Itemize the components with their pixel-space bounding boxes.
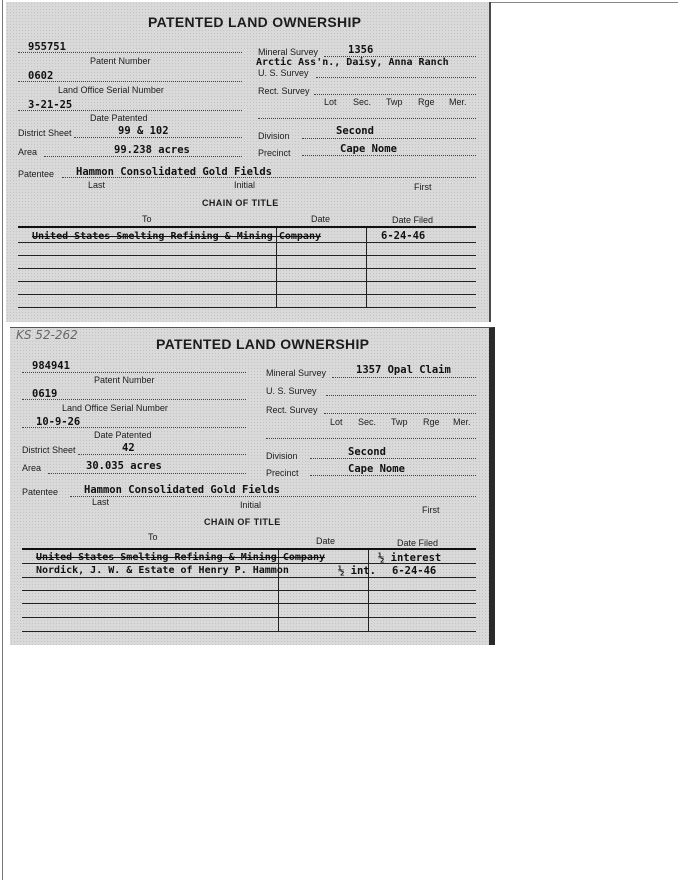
patentee-value: Hammon Consolidated Gold Fields	[76, 166, 272, 178]
patentee-label: Patentee	[18, 169, 55, 179]
chain-of-title-heading: CHAIN OF TITLE	[202, 198, 279, 208]
precinct-value: Cape Nome	[340, 143, 397, 155]
lot-label: Lot	[324, 97, 337, 107]
mineral-survey-value: 1356	[348, 44, 374, 56]
us-survey-label: U. S. Survey	[258, 68, 309, 78]
table-row-rule	[22, 603, 476, 604]
initial-label: Initial	[234, 180, 256, 190]
twp-label: Twp	[391, 417, 408, 427]
chain-row-to: United States Smelting Refining & Mining Company	[32, 231, 321, 242]
field-line	[310, 475, 476, 476]
mineral-survey-label: Mineral Survey	[258, 47, 319, 57]
chain-row-date: ½ int.	[338, 565, 376, 577]
serial-number-value: 0602	[28, 70, 54, 82]
field-line	[258, 118, 476, 119]
district-sheet-value: 99 & 102	[118, 125, 169, 137]
field-line	[18, 81, 242, 82]
field-line	[310, 458, 476, 459]
district-sheet-label: District Sheet	[18, 128, 72, 138]
field-line	[22, 372, 246, 373]
chain-of-title-heading: CHAIN OF TITLE	[204, 517, 281, 527]
table-row-rule	[18, 294, 476, 295]
twp-label: Twp	[386, 97, 403, 107]
division-label: Division	[258, 131, 290, 141]
district-sheet-label: District Sheet	[22, 445, 76, 455]
precinct-label: Precinct	[258, 148, 291, 158]
record-card-1	[6, 2, 491, 322]
date-column-header: Date	[311, 214, 331, 224]
table-row-rule	[22, 590, 476, 591]
serial-number-label: Land Office Serial Number	[58, 85, 164, 95]
rge-label: Rge	[423, 417, 440, 427]
table-row-rule	[18, 242, 476, 243]
lot-label: Lot	[330, 417, 343, 427]
date-filed-column-header: Date Filed	[392, 215, 434, 225]
date-patented-label: Date Patented	[90, 113, 148, 123]
chain-row-date-filed: ½ interest	[378, 552, 442, 564]
division-label: Division	[266, 451, 298, 461]
field-line	[326, 395, 476, 396]
to-column-header: To	[148, 532, 158, 542]
mer-label: Mer.	[453, 417, 471, 427]
field-line	[22, 399, 246, 400]
field-line	[316, 77, 476, 78]
us-survey-value: Arctic Ass'n., Daisy, Anna Ranch	[256, 57, 449, 68]
area-value: 30.035 acres	[86, 460, 162, 472]
chain-row-to: Nordick, J. W. & Estate of Henry P. Hammon	[36, 565, 289, 576]
patentee-value: Hammon Consolidated Gold Fields	[84, 484, 280, 496]
field-line	[18, 110, 242, 111]
field-line	[74, 137, 242, 138]
table-row-rule	[22, 563, 476, 564]
field-line	[18, 52, 242, 53]
field-line	[48, 473, 246, 474]
patentee-label: Patentee	[22, 487, 59, 497]
field-line	[302, 138, 476, 139]
serial-number-label: Land Office Serial Number	[62, 403, 168, 413]
table-top-rule	[22, 548, 476, 550]
area-label: Area	[22, 463, 42, 473]
sec-label: Sec.	[358, 417, 377, 427]
field-line	[332, 377, 476, 378]
date-patented-label: Date Patented	[94, 430, 152, 440]
scan-edge-top	[486, 2, 678, 3]
date-filed-column-header: Date Filed	[397, 538, 439, 548]
table-row-rule	[18, 307, 476, 308]
chain-row-date-filed: 6-24-46	[381, 230, 426, 242]
field-line	[314, 94, 476, 95]
initial-label: Initial	[240, 500, 262, 510]
patent-number-label: Patent Number	[90, 56, 151, 66]
patent-number-label: Patent Number	[94, 375, 155, 385]
field-line	[78, 454, 246, 455]
mer-label: Mer.	[449, 97, 467, 107]
date-patented-value: 3-21-25	[28, 99, 73, 111]
division-value: Second	[336, 125, 374, 137]
field-line	[266, 438, 476, 439]
serial-number-value: 0619	[32, 388, 58, 400]
patent-number-value: 955751	[28, 41, 66, 53]
table-row-rule	[22, 631, 476, 632]
field-line	[62, 177, 476, 178]
rect-survey-label: Rect. Survey	[266, 405, 318, 415]
division-value: Second	[348, 446, 386, 458]
table-row-rule	[18, 281, 476, 282]
field-line	[70, 496, 476, 497]
table-row-rule	[18, 268, 476, 269]
field-line	[44, 156, 242, 157]
last-label: Last	[92, 497, 110, 507]
first-label: First	[422, 505, 440, 515]
date-column-header: Date	[316, 536, 336, 546]
mineral-survey-value: 1357 Opal Claim	[356, 364, 451, 376]
scan-edge-left	[2, 0, 3, 880]
mineral-survey-label: Mineral Survey	[266, 368, 327, 378]
chain-row-to: United States Smelting Refining & Mining Company	[36, 552, 325, 563]
precinct-label: Precinct	[266, 468, 299, 478]
area-value: 99.238 acres	[114, 144, 190, 156]
precinct-value: Cape Nome	[348, 463, 405, 475]
area-label: Area	[18, 147, 38, 157]
table-top-rule	[18, 226, 476, 228]
record-card-2	[10, 327, 495, 645]
handwritten-note: KS 52-262	[16, 328, 78, 342]
patent-number-value: 984941	[32, 360, 70, 372]
field-line	[302, 155, 476, 156]
last-label: Last	[88, 180, 106, 190]
rect-survey-label: Rect. Survey	[258, 86, 310, 96]
first-label: First	[414, 182, 432, 192]
table-row-rule	[22, 617, 476, 618]
card-title: PATENTED LAND OWNERSHIP	[148, 14, 362, 30]
us-survey-label: U. S. Survey	[266, 386, 317, 396]
field-line	[22, 427, 246, 428]
table-row-rule	[22, 577, 476, 578]
field-line	[324, 413, 476, 414]
card-title: PATENTED LAND OWNERSHIP	[156, 336, 370, 352]
to-column-header: To	[142, 214, 152, 224]
district-sheet-value: 42	[122, 442, 135, 454]
sec-label: Sec.	[353, 97, 372, 107]
table-row-rule	[18, 255, 476, 256]
date-patented-value: 10-9-26	[36, 416, 81, 428]
chain-row-date-filed: 6-24-46	[392, 565, 437, 577]
rge-label: Rge	[418, 97, 435, 107]
